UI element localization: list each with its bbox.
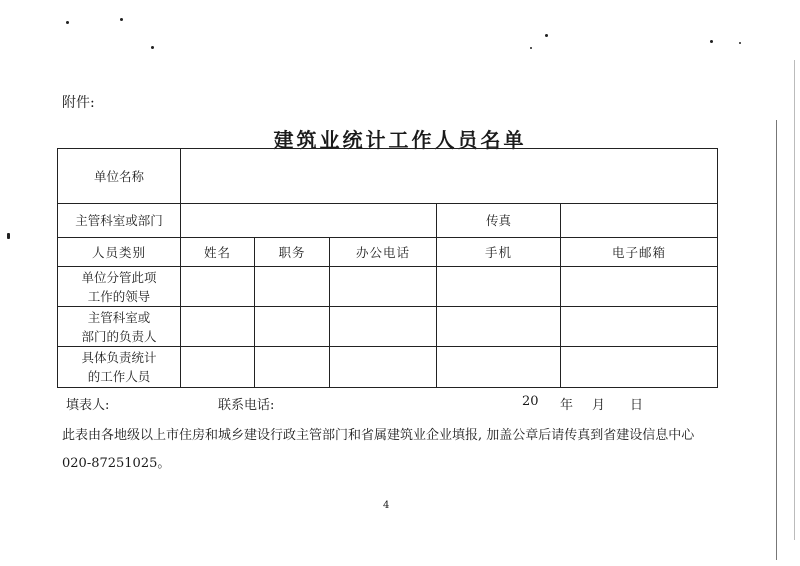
row-category-line1: 单位分管此项 xyxy=(81,269,157,285)
position-cell[interactable] xyxy=(255,307,330,347)
scan-speck xyxy=(710,40,713,43)
filler-label: 填表人: xyxy=(66,398,110,413)
name-header: 姓名 xyxy=(181,238,255,267)
scan-speck xyxy=(7,233,10,239)
instruction-note: 此表由各地级以上市住房和城乡建设行政主管部门和省属建筑业企业填报, 加盖公章后请传真到省建设信息中心 xyxy=(62,428,695,443)
unit-name-row xyxy=(58,149,718,204)
row-category-label xyxy=(58,347,181,388)
table-row xyxy=(58,307,718,347)
row-category-label xyxy=(58,307,181,347)
name-cell[interactable] xyxy=(181,347,255,388)
table-row xyxy=(58,267,718,307)
email-cell[interactable] xyxy=(561,267,718,307)
row-category-line2: 工作的领导 xyxy=(87,288,151,304)
row-category-line1: 具体负责统计 xyxy=(81,350,157,365)
unit-name-label: 单位名称 xyxy=(58,149,181,204)
row-category-line2: 部门的负责人 xyxy=(81,328,157,344)
name-cell[interactable] xyxy=(181,307,255,347)
scan-speck xyxy=(66,21,69,24)
office-phone-cell[interactable] xyxy=(330,267,437,307)
position-cell[interactable] xyxy=(255,267,330,307)
mobile-cell[interactable] xyxy=(437,307,561,347)
office-phone-cell[interactable] xyxy=(330,307,437,347)
page-number: 4 xyxy=(383,500,390,511)
fax-label: 传真 xyxy=(437,204,561,238)
office-phone-cell[interactable] xyxy=(330,347,437,388)
position-cell[interactable] xyxy=(255,347,330,388)
scan-speck xyxy=(545,34,548,37)
scan-speck xyxy=(120,18,123,21)
office-phone-header: 办公电话 xyxy=(330,238,437,267)
personnel-form-table xyxy=(57,148,718,388)
row-category-label xyxy=(58,267,181,307)
fax-number: 020-87251025。 xyxy=(62,456,171,471)
email-cell[interactable] xyxy=(561,347,718,388)
department-field[interactable] xyxy=(181,204,437,238)
date-year-prefix: 20 xyxy=(522,394,539,409)
page-title: 建筑业统计工作人员名单 xyxy=(273,128,527,152)
name-cell[interactable] xyxy=(181,267,255,307)
scan-edge-line xyxy=(776,120,777,560)
date-month-unit: 月 xyxy=(592,398,606,413)
position-header: 职务 xyxy=(255,238,330,267)
row-category-line1: 主管科室或 xyxy=(87,309,151,325)
category-header: 人员类别 xyxy=(58,238,181,267)
mobile-header: 手机 xyxy=(437,238,561,267)
row-category-line2: 的工作人员 xyxy=(87,369,151,384)
unit-name-field[interactable] xyxy=(181,149,718,204)
scan-speck xyxy=(739,42,741,44)
date-year-unit: 年 xyxy=(560,398,574,413)
email-cell[interactable] xyxy=(561,307,718,347)
fax-field[interactable] xyxy=(561,204,718,238)
mobile-cell[interactable] xyxy=(437,267,561,307)
mobile-cell[interactable] xyxy=(437,347,561,388)
contact-phone-label: 联系电话: xyxy=(218,398,275,413)
department-label: 主管科室或部门 xyxy=(58,204,181,238)
table-row xyxy=(58,347,718,388)
department-row xyxy=(58,204,718,238)
date-day-unit: 日 xyxy=(630,398,644,413)
header-row xyxy=(58,238,718,267)
attachment-label: 附件: xyxy=(62,95,95,111)
scan-speck xyxy=(151,46,154,49)
email-header: 电子邮箱 xyxy=(561,238,718,267)
scan-speck xyxy=(530,47,532,49)
